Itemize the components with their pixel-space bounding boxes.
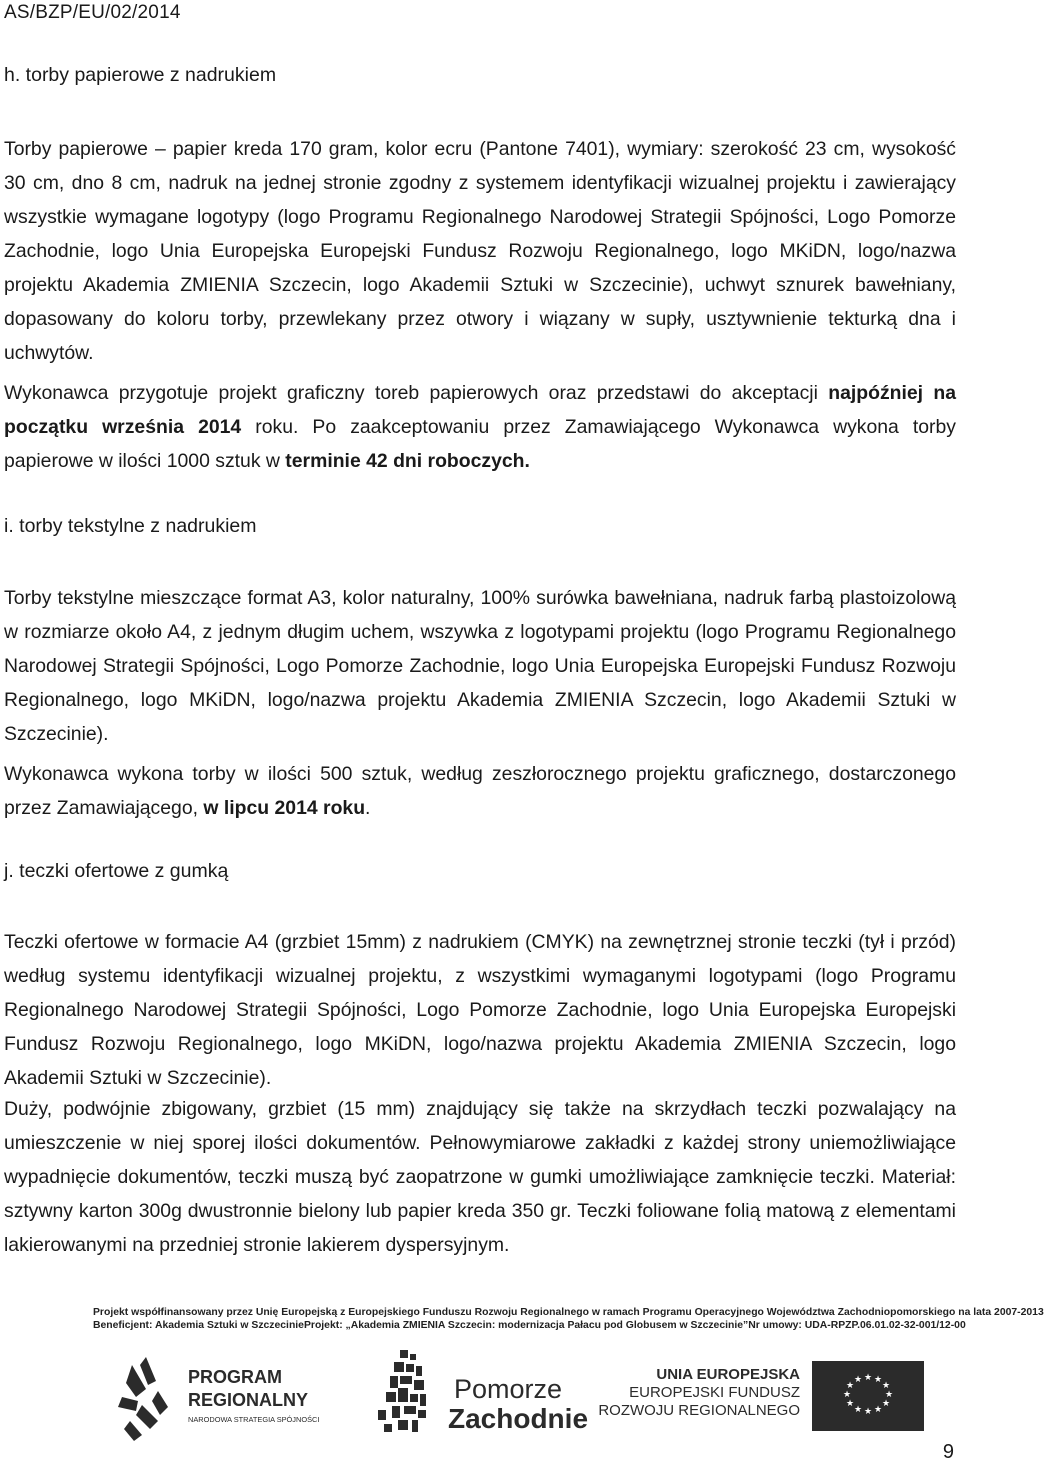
section-i-p2-a: Wykonawca wykona torby w ilości 500 sztuk, według zeszłorocznego projektu graficznego, dostarczonego przez Zamawiającego,	[4, 763, 956, 819]
section-i-paragraph-2	[4, 757, 956, 825]
svg-text:★: ★	[845, 1381, 855, 1391]
section-h-p2-c: roku. Po zaakceptowaniu przez Zamawiającego Wykonawca wykona torby papierowe w ilości 1000 sztuk w	[4, 416, 956, 472]
eu-line-3: ROZWOJU REGIONALNEGO	[598, 1402, 800, 1419]
pomorze-line-1: Pomorze	[454, 1374, 563, 1404]
svg-text:★: ★	[863, 1373, 873, 1383]
section-i-p2-date: w lipcu 2014 roku	[203, 797, 366, 819]
program-line-3: NARODOWA STRATEGIA SPÓJNOŚCI	[188, 1415, 320, 1424]
svg-text:★: ★	[881, 1399, 891, 1409]
section-j-paragraph-1: Teczki ofertowe w formacie A4 (grzbiet 15mm) z nadrukiem (CMYK) na zewnętrznej stronie teczki (tył i przód) według systemu identyfikacji wizualnej projektu, z wszystkimi wymaganymi logotypami (logo Programu Regionalnego Narodowej Strategii Spójności, Logo Pomorze Zachodnie, logo Unia Europejska Europejski Fundusz Rozwoju Regionalnego, logo MKiDN, logo/nazwa projektu Akademia ZMIENIA Szczecin, logo Akademii Sztuki w Szczecinie).	[4, 931, 956, 1089]
eu-flag-icon	[812, 1361, 924, 1431]
star-emblem-icon	[112, 1345, 342, 1445]
section-h-p2-deadline: najpóźniej na początku września 2014	[4, 382, 957, 438]
document-id: AS/BZP/EU/02/2014	[4, 2, 181, 23]
section-i-p2-c: .	[365, 797, 371, 819]
griffin-emblem-icon	[370, 1340, 590, 1450]
section-h-paragraph-1: Torby papierowe – papier kreda 170 gram, kolor ecru (Pantone 7401), wymiary: szerokość 23 cm, wysokość 30 cm, dno 8 cm, nadruk na jednej stronie zgodny z systemem identyfikacji wizualnej projektu i zawierający wszystkie wymagane logotypy (logo Programu Regionalnego Narodowej Strategii Spójności, Logo Pomorze Zachodnie, logo Unia Europejska Europejski Fundusz Rozwoju Regionalnego, logo MKiDN, logo/nazwa projektu Akademia ZMIENIA Szczecin, logo Akademii Sztuki w Szczecinie), uchwyt sznurek bawełniany, dopasowany do koloru torby, przewlekany przez otwory i wiązany w supły, usztywnienie tekturką dna i uchwytów.	[4, 138, 956, 364]
section-j-paragraph-2: Duży, podwójnie zbigowany, grzbiet (15 mm) znajdujący się także na skrzydłach teczki pozwalający na umieszczenie w niej sporej ilości dokumentów. Pełnowymiarowe zakładki z każdej strony uniemożliwiające wypadnięcie dokumentów, teczki muszą być zaopatrzone w gumki umożliwiające zamknięcie teczki. Materiał: sztywny karton 300g dwustronnie bielony lub papier kreda 350 gr. Teczki foliowane folią matową z elementami lakierowanymi na przedniej stronie lakierem dyspersyjnym.	[4, 1098, 956, 1256]
program-line-1: PROGRAM	[188, 1367, 282, 1387]
section-h-p2-a: Wykonawca przygotuje projekt graficzny toreb papierowych oraz przedstawi do akceptacji	[4, 382, 818, 404]
pomorze-zachodnie-logo	[370, 1340, 590, 1450]
program-regionalny-logo	[112, 1345, 342, 1445]
svg-text:★: ★	[881, 1381, 891, 1391]
section-j-heading: j. teczki ofertowe z gumką	[4, 860, 229, 882]
footer-line-1: Projekt współfinansowany przez Unię Europejską z Europejskiego Funduszu Rozwoju Regionalnego w ramach Programu Operacyjnego Województwa Zachodniopomorskiego na lata 2007-2013	[93, 1307, 1044, 1318]
section-h-p2-term: terminie 42 dni roboczych.	[285, 450, 530, 472]
section-i-heading: i. torby tekstylne z nadrukiem	[4, 515, 257, 537]
program-line-2: REGIONALNY	[188, 1390, 309, 1410]
footer-project: Projekt: „Akademia ZMIENIA Szczecin: modernizacja Pałacu pod Globusem w Szczecinie”	[303, 1320, 749, 1331]
svg-text:★: ★	[873, 1375, 883, 1385]
eu-line-1: UNIA EUROPEJSKA	[656, 1366, 800, 1383]
section-h-heading: h. torby papierowe z nadrukiem	[4, 64, 277, 86]
pomorze-line-2: Zachodnie	[448, 1403, 589, 1434]
footer-funding-text	[93, 1306, 1044, 1332]
page-number: 9	[942, 1441, 954, 1463]
footer-beneficiary: Beneficjent: Akademia Sztuki w Szczecinie	[93, 1320, 304, 1331]
svg-text:★: ★	[873, 1405, 883, 1415]
svg-text:★: ★	[853, 1375, 863, 1385]
svg-text:★: ★	[884, 1390, 894, 1400]
svg-text:★: ★	[842, 1390, 852, 1400]
section-i-paragraph-1: Torby tekstylne mieszczące format A3, kolor naturalny, 100% surówka bawełniana, nadruk farbą plastoizolową w rozmiarze około A4, z jednym długim uchem, wszywka z logotypami projektu (logo Programu Regionalnego Narodowej Strategii Spójności, Logo Pomorze Zachodnie, logo Unia Europejska Europejski Fundusz Rozwoju Regionalnego, logo MKiDN, logo/nazwa projektu Akademia ZMIENIA Szczecin, logo Akademii Sztuki w Szczecinie).	[4, 587, 956, 745]
svg-text:★: ★	[863, 1407, 873, 1417]
section-h-paragraph-2	[4, 376, 956, 478]
svg-text:★: ★	[845, 1399, 855, 1409]
svg-text:★: ★	[853, 1405, 863, 1415]
footer-line-2	[93, 1319, 966, 1332]
footer-contract-number: Nr umowy: UDA-RPZP.06.01.02-32-001/12-00	[748, 1320, 966, 1331]
eu-logo	[598, 1355, 950, 1435]
eu-line-2: EUROPEJSKI FUNDUSZ	[629, 1384, 800, 1401]
